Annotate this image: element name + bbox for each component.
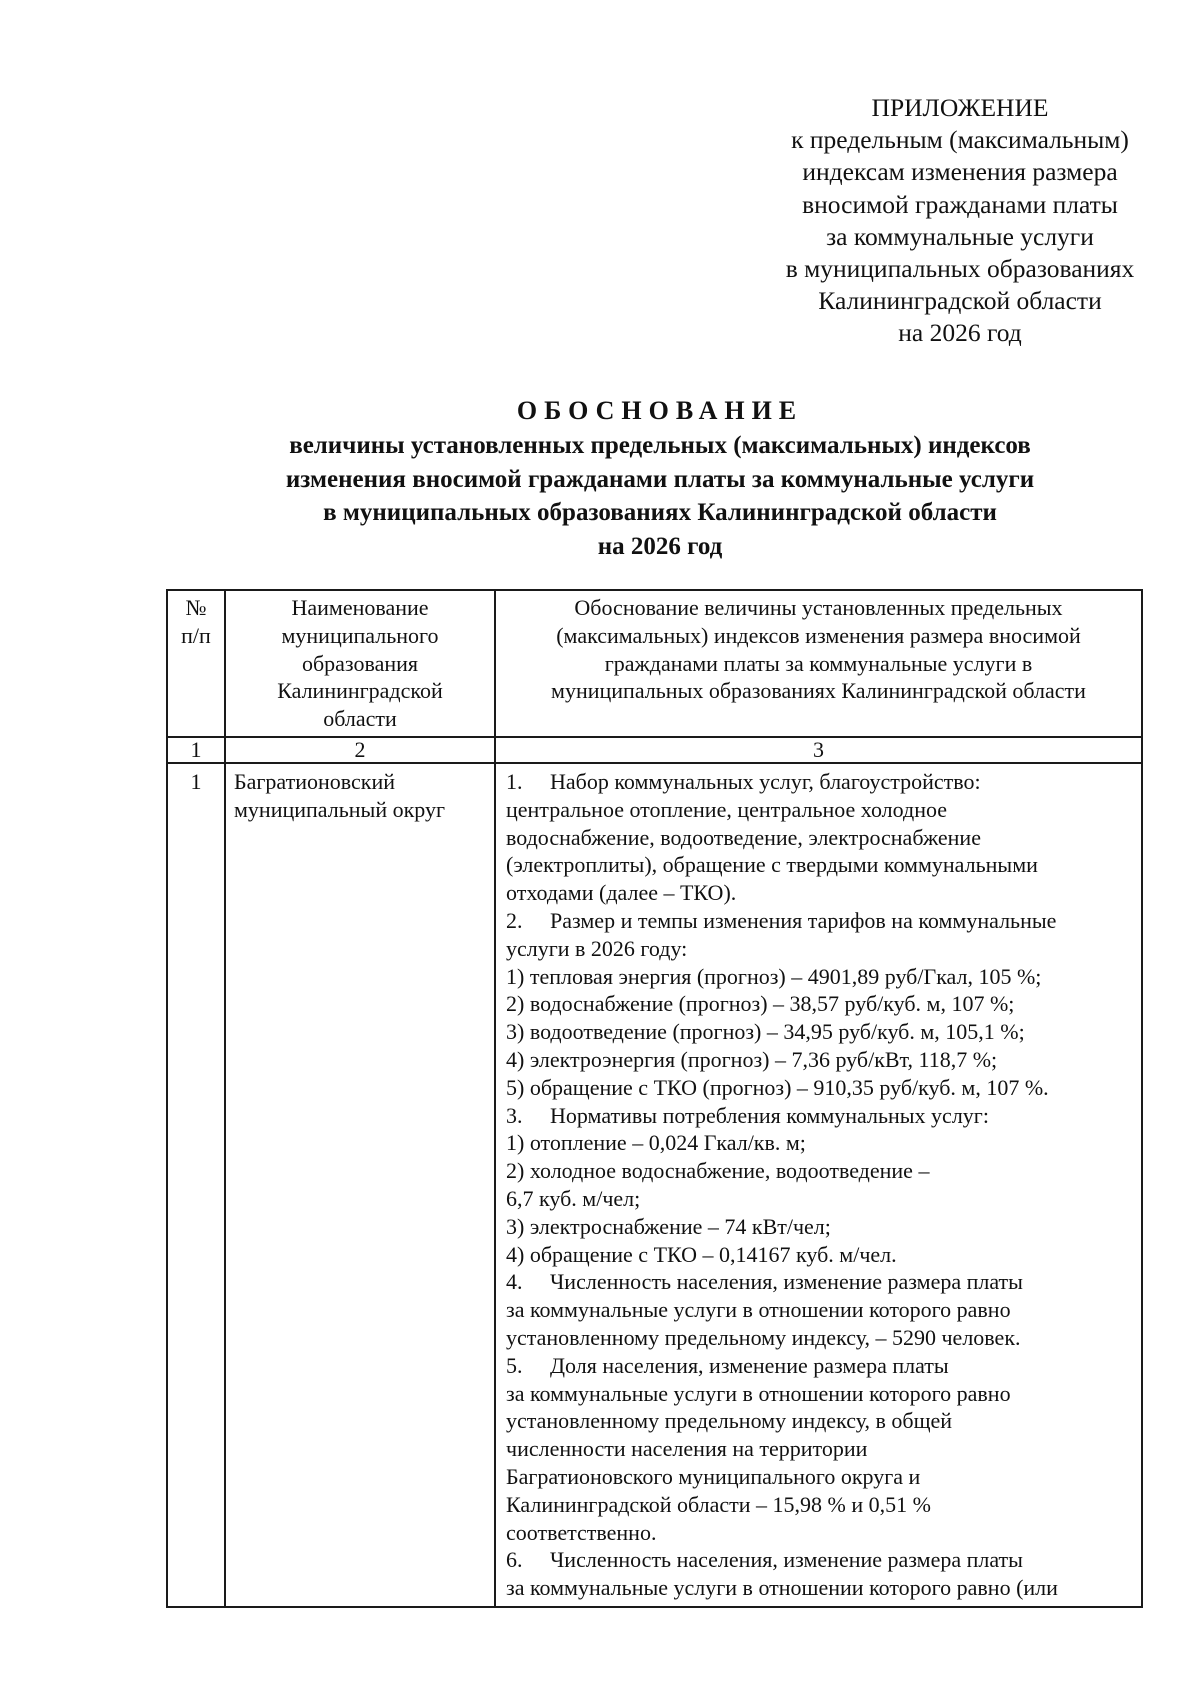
column-number-cell: 2 bbox=[225, 737, 495, 763]
appendix-header bbox=[745, 92, 1175, 350]
justification-line bbox=[506, 1519, 1139, 1547]
item-number: 4. bbox=[506, 1269, 523, 1295]
justification-line bbox=[506, 935, 1139, 963]
title-subline: в муниципальных образованиях Калининградской области bbox=[323, 499, 997, 526]
item-text: за коммунальные услуги в отношении которого равно (или bbox=[506, 1575, 1058, 1601]
item-text: Калининградской области – 15,98 % и 0,51 % bbox=[506, 1491, 931, 1517]
justification-line bbox=[506, 1046, 1139, 1074]
title-subline: на 2026 год bbox=[597, 532, 723, 560]
appendix-line: индексам изменения размера bbox=[802, 157, 1118, 187]
header-cell-justification: Обоснование величины установленных предельных (максимальных) индексов изменения размера вносимой гражданами платы за коммунальные услуги в муниципальных образованиях Калининградской области bbox=[495, 590, 1142, 737]
justification-line bbox=[506, 963, 1139, 991]
appendix-line: вносимой гражданами платы bbox=[802, 189, 1118, 219]
item-text: водоснабжение, водоотведение, электроснабжение bbox=[506, 824, 981, 850]
item-text: Численность населения, изменение размера платы bbox=[550, 1547, 1023, 1573]
item-text: Размер и темпы изменения тарифов на коммунальные bbox=[550, 907, 1057, 933]
appendix-line: в муниципальных образованиях bbox=[785, 254, 1135, 284]
column-number-cell: 1 bbox=[167, 737, 225, 763]
appendix-line: на 2026 год bbox=[898, 318, 1022, 348]
title-subline: изменения вносимой гражданами платы за коммунальные услуги bbox=[285, 465, 1035, 493]
justification-line bbox=[506, 1241, 1139, 1269]
item-text: 1) отопление – 0,024 Гкал/кв. м; bbox=[506, 1130, 806, 1156]
justification-line bbox=[506, 1324, 1139, 1352]
table-header-row bbox=[167, 590, 1142, 737]
column-number-cell: 3 bbox=[495, 737, 1142, 763]
item-text: Набор коммунальных услуг, благоустройство: bbox=[550, 769, 981, 794]
appendix-title: ПРИЛОЖЕНИЕ bbox=[871, 93, 1049, 122]
justification-cell bbox=[495, 763, 1142, 1607]
appendix-line: за коммунальные услуги bbox=[826, 221, 1094, 251]
justification-line bbox=[506, 796, 1139, 824]
justification-item-heading bbox=[506, 1546, 1139, 1574]
item-number: 5. bbox=[506, 1352, 523, 1378]
title-subline: величины установленных предельных (максимальных) индексов bbox=[289, 432, 1031, 459]
item-text: численности населения на территории bbox=[506, 1436, 868, 1462]
item-text: услуги в 2026 году: bbox=[506, 935, 688, 961]
justification-line bbox=[506, 1435, 1139, 1463]
item-text: 3) электроснабжение – 74 кВт/чел; bbox=[506, 1213, 831, 1239]
municipality-name-cell: Багратионовский муниципальный округ bbox=[225, 763, 495, 1607]
item-text: отходами (далее – ТКО). bbox=[506, 880, 737, 906]
item-text: центральное отопление, центральное холодное bbox=[506, 796, 948, 822]
justification-line bbox=[506, 1018, 1139, 1046]
header-cell-number: № п/п bbox=[167, 590, 225, 737]
item-text: Доля населения, изменение размера платы bbox=[550, 1352, 949, 1378]
column-number-row bbox=[167, 737, 1142, 763]
header-cell-name: Наименование муниципального образования Калининградской области bbox=[225, 590, 495, 737]
justification-line bbox=[506, 879, 1139, 907]
table-row bbox=[167, 763, 1142, 1607]
item-number: 3. bbox=[506, 1102, 523, 1128]
item-text: 3) водоотведение (прогноз) – 34,95 руб/куб. м, 105,1 %; bbox=[506, 1019, 1025, 1045]
document-title bbox=[160, 393, 1160, 563]
justification-line bbox=[506, 1213, 1139, 1241]
justification-line bbox=[506, 851, 1139, 879]
item-number: 6. bbox=[506, 1547, 523, 1573]
justification-line bbox=[506, 1296, 1139, 1324]
item-number: 2. bbox=[506, 907, 523, 933]
justification-line bbox=[506, 824, 1139, 852]
item-text: Нормативы потребления коммунальных услуг: bbox=[550, 1102, 989, 1128]
item-text: установленному предельному индексу, – 5290 человек. bbox=[506, 1324, 1021, 1350]
item-text: за коммунальные услуги в отношении которого равно bbox=[506, 1297, 1011, 1323]
justification-line bbox=[506, 1380, 1139, 1408]
justification-line bbox=[506, 1463, 1139, 1491]
item-text: Багратионовского муниципального округа и bbox=[506, 1463, 921, 1489]
justification-item-heading bbox=[506, 1352, 1139, 1380]
title-main: ОБОСНОВАНИЕ bbox=[516, 396, 804, 425]
appendix-line: к предельным (максимальным) bbox=[791, 125, 1129, 155]
justification-line bbox=[506, 1407, 1139, 1435]
item-text: за коммунальные услуги в отношении которого равно bbox=[506, 1380, 1011, 1406]
item-text: 5) обращение с ТКО (прогноз) – 910,35 руб/куб. м, 107 %. bbox=[506, 1074, 1049, 1100]
justification-item-heading bbox=[506, 1102, 1139, 1130]
item-text: 6,7 куб. м/чел; bbox=[506, 1185, 641, 1211]
justification-item-heading bbox=[506, 907, 1139, 935]
justification-table bbox=[166, 589, 1143, 1608]
item-text: установленному предельному индексу, в общей bbox=[506, 1408, 953, 1434]
item-text: 4) электроэнергия (прогноз) – 7,36 руб/кВт, 118,7 %; bbox=[506, 1046, 998, 1072]
item-text: 4) обращение с ТКО – 0,14167 куб. м/чел. bbox=[506, 1241, 897, 1267]
item-number: 1. bbox=[506, 769, 523, 794]
item-text: 2) водоснабжение (прогноз) – 38,57 руб/куб. м, 107 %; bbox=[506, 991, 1015, 1017]
item-text: (электроплиты), обращение с твердыми коммунальными bbox=[506, 852, 1038, 878]
justification-line bbox=[506, 1157, 1139, 1185]
item-text: соответственно. bbox=[506, 1519, 657, 1545]
justification-line bbox=[506, 1574, 1139, 1602]
justification-line bbox=[506, 990, 1139, 1018]
row-number-cell: 1 bbox=[167, 763, 225, 1607]
justification-item-heading bbox=[506, 1268, 1139, 1296]
item-text: Численность населения, изменение размера платы bbox=[550, 1269, 1023, 1295]
justification-line bbox=[506, 1074, 1139, 1102]
justification-line bbox=[506, 1129, 1139, 1157]
appendix-line: Калининградской области bbox=[818, 286, 1102, 316]
item-text: 2) холодное водоснабжение, водоотведение – bbox=[506, 1158, 930, 1184]
justification-line bbox=[506, 1491, 1139, 1519]
justification-line bbox=[506, 1185, 1139, 1213]
justification-item-heading bbox=[506, 768, 1139, 796]
item-text: 1) тепловая энергия (прогноз) – 4901,89 руб/Гкал, 105 %; bbox=[506, 963, 1042, 989]
